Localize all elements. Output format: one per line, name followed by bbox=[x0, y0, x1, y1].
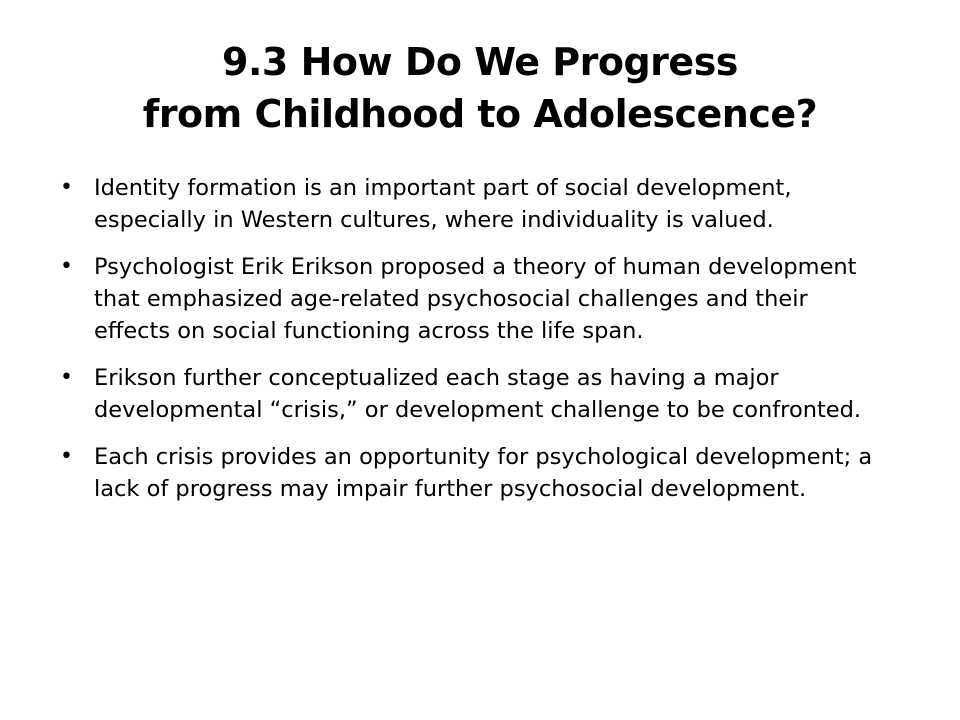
bullet-text: Psychologist Erik Erikson proposed a theory of human development that emphasized age-related psychosocial challenges and their effects on social functioning across the life span. bbox=[94, 254, 857, 344]
slide-title-line-2: from Childhood to Adolescence? bbox=[142, 92, 818, 136]
bullet-dot-icon: • bbox=[60, 365, 73, 390]
bullet-list bbox=[58, 172, 888, 520]
bullet-text: Identity formation is an important part of social development, especially in Western cultures, where individuality is valued. bbox=[94, 175, 792, 233]
bullet-item bbox=[58, 362, 888, 426]
bullet-dot-icon: • bbox=[60, 254, 73, 279]
bullet-item bbox=[58, 172, 888, 236]
bullet-dot-icon: • bbox=[60, 175, 73, 200]
slide-title-line-1: 9.3 How Do We Progress bbox=[222, 40, 738, 84]
bullet-text: Erikson further conceptualized each stage as having a major developmental “crisis,” or development challenge to be confronted. bbox=[94, 365, 862, 423]
bullet-text: Each crisis provides an opportunity for psychological development; a lack of progress may impair further psychosocial development. bbox=[94, 444, 873, 502]
bullet-item bbox=[58, 441, 888, 505]
bullet-dot-icon: • bbox=[60, 444, 73, 469]
bullet-item bbox=[58, 251, 888, 347]
slide-title bbox=[60, 36, 900, 140]
